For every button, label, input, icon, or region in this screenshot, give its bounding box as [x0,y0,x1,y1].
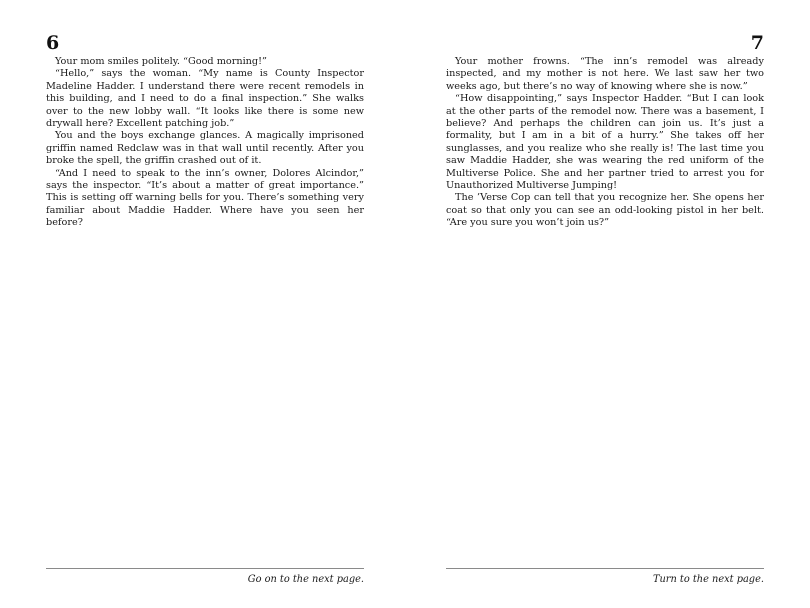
paragraph: “And I need to speak to the inn’s owner, Dolores Alcindor,” says the inspector. “It’s about a matter of great importance.” This is setting off warning bells for you. There’s something very familiar about Maddie Hadder. Where have you seen her before? [46,167,364,229]
footer-divider [46,568,364,569]
page-number: 7 [750,32,764,54]
paragraph: You and the boys exchange glances. A magically imprisoned griffin named Redclaw was in that wall until recently. After you broke the spell, the griffin crashed out of it. [46,130,364,167]
right-page [446,0,764,608]
footer-divider [446,568,764,569]
paragraph: “Hello,” says the woman. “My name is County Inspector Madeline Hadder. I understand there were recent remodels in this building, and I need to do a final inspection.” She walks over to the new lobby wall. “It looks like there is some new drywall here? Excellent patching job.” [46,68,364,130]
page-footer-instruction: Go on to the next page. [247,574,364,585]
paragraph: The ’Verse Cop can tell that you recognize her. She opens her coat so that only you can see an odd-looking pistol in her belt. “Are you sure you won’t join us?” [446,192,764,229]
page-number: 6 [46,32,60,54]
left-page [46,0,364,608]
page-body [46,56,364,230]
page-footer-instruction: Turn to the next page. [652,574,764,585]
paragraph: Your mom smiles politely. “Good morning!” [55,56,267,67]
page-body [446,56,764,230]
paragraph: Your mother frowns. “The inn’s remodel was already inspected, and my mother is not here. We last saw her two weeks ago, but there’s no way of knowing where she is now.” [446,56,764,92]
paragraph: “How disappointing,” says Inspector Hadder. “But I can look at the other parts of the remodel now. There was a basement, I believe? And perhaps the children can join us. It’s just a formality, but I am in a bit of a hurry.” She takes off her sunglasses, and you realize who she really is! The last time you saw Maddie Hadder, she was wearing the red uniform of the Multiverse Police. She and her partner tried to arrest you for Unauthorized Multiverse Jumping! [446,93,764,192]
